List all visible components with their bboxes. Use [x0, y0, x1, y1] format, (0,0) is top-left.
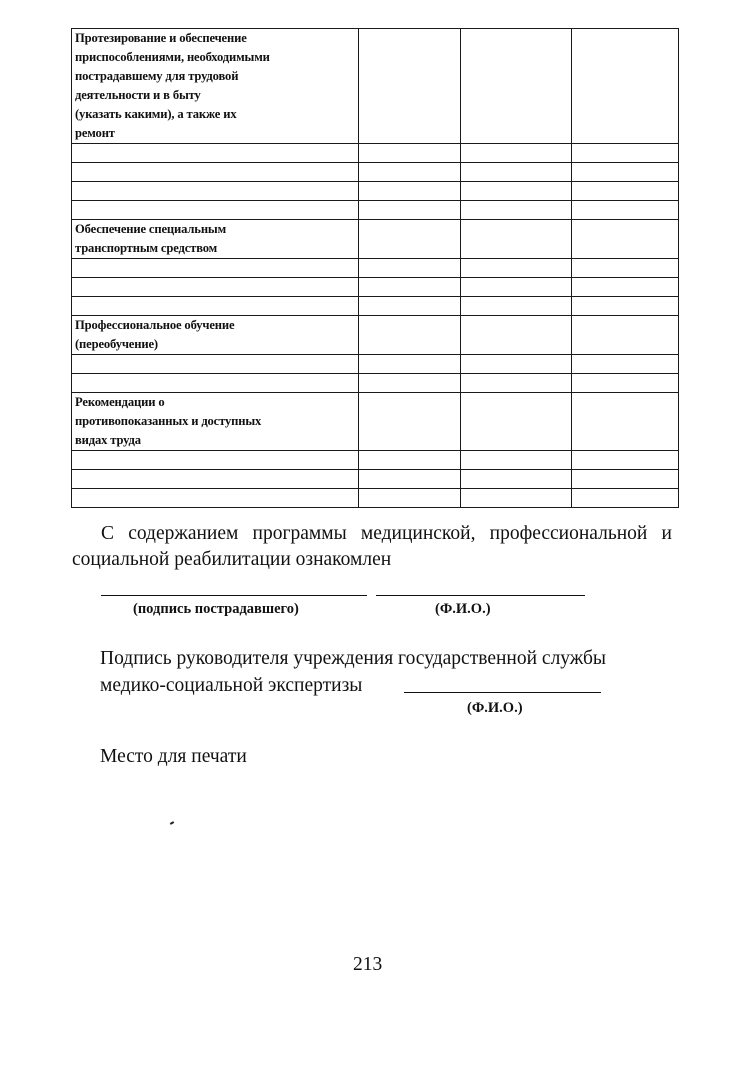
table-cell-value: [359, 163, 461, 182]
table-cell-value: [359, 451, 461, 470]
table-row: [72, 201, 679, 220]
table-cell-value: [461, 393, 572, 451]
stamp-place-label: Место для печати: [100, 746, 247, 767]
table-body: [72, 29, 679, 508]
table-cell-label: [72, 201, 359, 220]
table-row: [72, 489, 679, 508]
table-cell-label: [72, 220, 359, 259]
table-row: [72, 163, 679, 182]
table-cell-value: [572, 451, 679, 470]
rehabilitation-table: [71, 28, 679, 508]
table-cell-label: [72, 489, 359, 508]
table-cell-value: [359, 355, 461, 374]
table-cell-value: [461, 29, 572, 144]
head-signature-line1: Подпись руководителя учреждения государственной службы: [100, 648, 607, 669]
table-cell-value: [461, 489, 572, 508]
table-cell-value: [572, 29, 679, 144]
table-cell-value: [461, 278, 572, 297]
table-cell-label: [72, 355, 359, 374]
table-cell-value: [461, 374, 572, 393]
table-cell-label: [72, 374, 359, 393]
table-cell-value: [461, 220, 572, 259]
victim-signature-line: [101, 595, 367, 596]
table-cell-value: [461, 201, 572, 220]
table-row: [72, 355, 679, 374]
table-row: [72, 144, 679, 163]
table-cell-value: [359, 374, 461, 393]
table-cell-value: [359, 182, 461, 201]
table-cell-value: [572, 316, 679, 355]
table-cell-value: [461, 297, 572, 316]
table-cell-label: [72, 182, 359, 201]
table-cell-value: [572, 355, 679, 374]
table-cell-value: [461, 470, 572, 489]
row-label-text: Профессиональное обучение (переобучение): [75, 318, 235, 351]
head-fio-caption: (Ф.И.О.): [467, 700, 523, 716]
table-row: [72, 470, 679, 489]
table-cell-label: [72, 29, 359, 144]
table-cell-value: [461, 144, 572, 163]
table-cell-value: [359, 144, 461, 163]
table-cell-label: [72, 259, 359, 278]
page-number: 213: [353, 954, 383, 975]
table-row: [72, 393, 679, 451]
print-speck: [170, 821, 174, 825]
head-fio-line: [404, 692, 601, 693]
table-row: [72, 374, 679, 393]
table-row: [72, 297, 679, 316]
victim-fio-line: [376, 595, 585, 596]
row-label-text: Протезирование и обеспечение приспособлениями, необходимыми пострадавшему для трудовой деятельности и в быту (указать какими), а также их ремонт: [75, 31, 270, 140]
table-cell-value: [359, 470, 461, 489]
table-cell-value: [461, 451, 572, 470]
table-row: [72, 182, 679, 201]
table-cell-value: [359, 29, 461, 144]
table-cell-label: [72, 278, 359, 297]
table-cell-value: [359, 489, 461, 508]
table-cell-label: [72, 316, 359, 355]
table-cell-value: [359, 297, 461, 316]
table-cell-label: [72, 297, 359, 316]
table-cell-value: [572, 201, 679, 220]
table-row: [72, 220, 679, 259]
table-cell-value: [572, 278, 679, 297]
table-cell-value: [359, 393, 461, 451]
table-cell-value: [461, 182, 572, 201]
table-cell-value: [572, 393, 679, 451]
head-signature-line2: медико-социальной экспертизы: [100, 675, 363, 696]
table-cell-value: [572, 259, 679, 278]
victim-signature-caption: (подпись пострадавшего): [133, 601, 299, 617]
table-cell-value: [572, 144, 679, 163]
row-label-text: Обеспечение специальным транспортным средством: [75, 222, 227, 255]
table-cell-value: [572, 489, 679, 508]
table-cell-value: [359, 259, 461, 278]
table-row: [72, 451, 679, 470]
table-cell-label: [72, 393, 359, 451]
table-cell-value: [461, 355, 572, 374]
table-row: [72, 29, 679, 144]
table-row: [72, 259, 679, 278]
table-cell-value: [359, 220, 461, 259]
table-cell-label: [72, 470, 359, 489]
table-cell-value: [572, 182, 679, 201]
table-cell-label: [72, 451, 359, 470]
table-row: [72, 316, 679, 355]
table-cell-value: [461, 259, 572, 278]
table-cell-label: [72, 163, 359, 182]
table-cell-value: [572, 297, 679, 316]
table-cell-value: [461, 316, 572, 355]
table-cell-value: [572, 220, 679, 259]
table-cell-value: [461, 163, 572, 182]
table-cell-value: [572, 374, 679, 393]
table-cell-value: [359, 278, 461, 297]
table-row: [72, 278, 679, 297]
table-cell-value: [359, 316, 461, 355]
table-cell-label: [72, 144, 359, 163]
acquaint-paragraph: С содержанием программы медицинской, профессиональной и социальной реабилитации ознакомлен: [72, 523, 672, 570]
row-label-text: Рекомендации о противопоказанных и доступных видах труда: [75, 395, 262, 447]
table-cell-value: [572, 470, 679, 489]
victim-fio-caption: (Ф.И.О.): [435, 601, 491, 617]
table-cell-value: [359, 201, 461, 220]
table-cell-value: [572, 163, 679, 182]
